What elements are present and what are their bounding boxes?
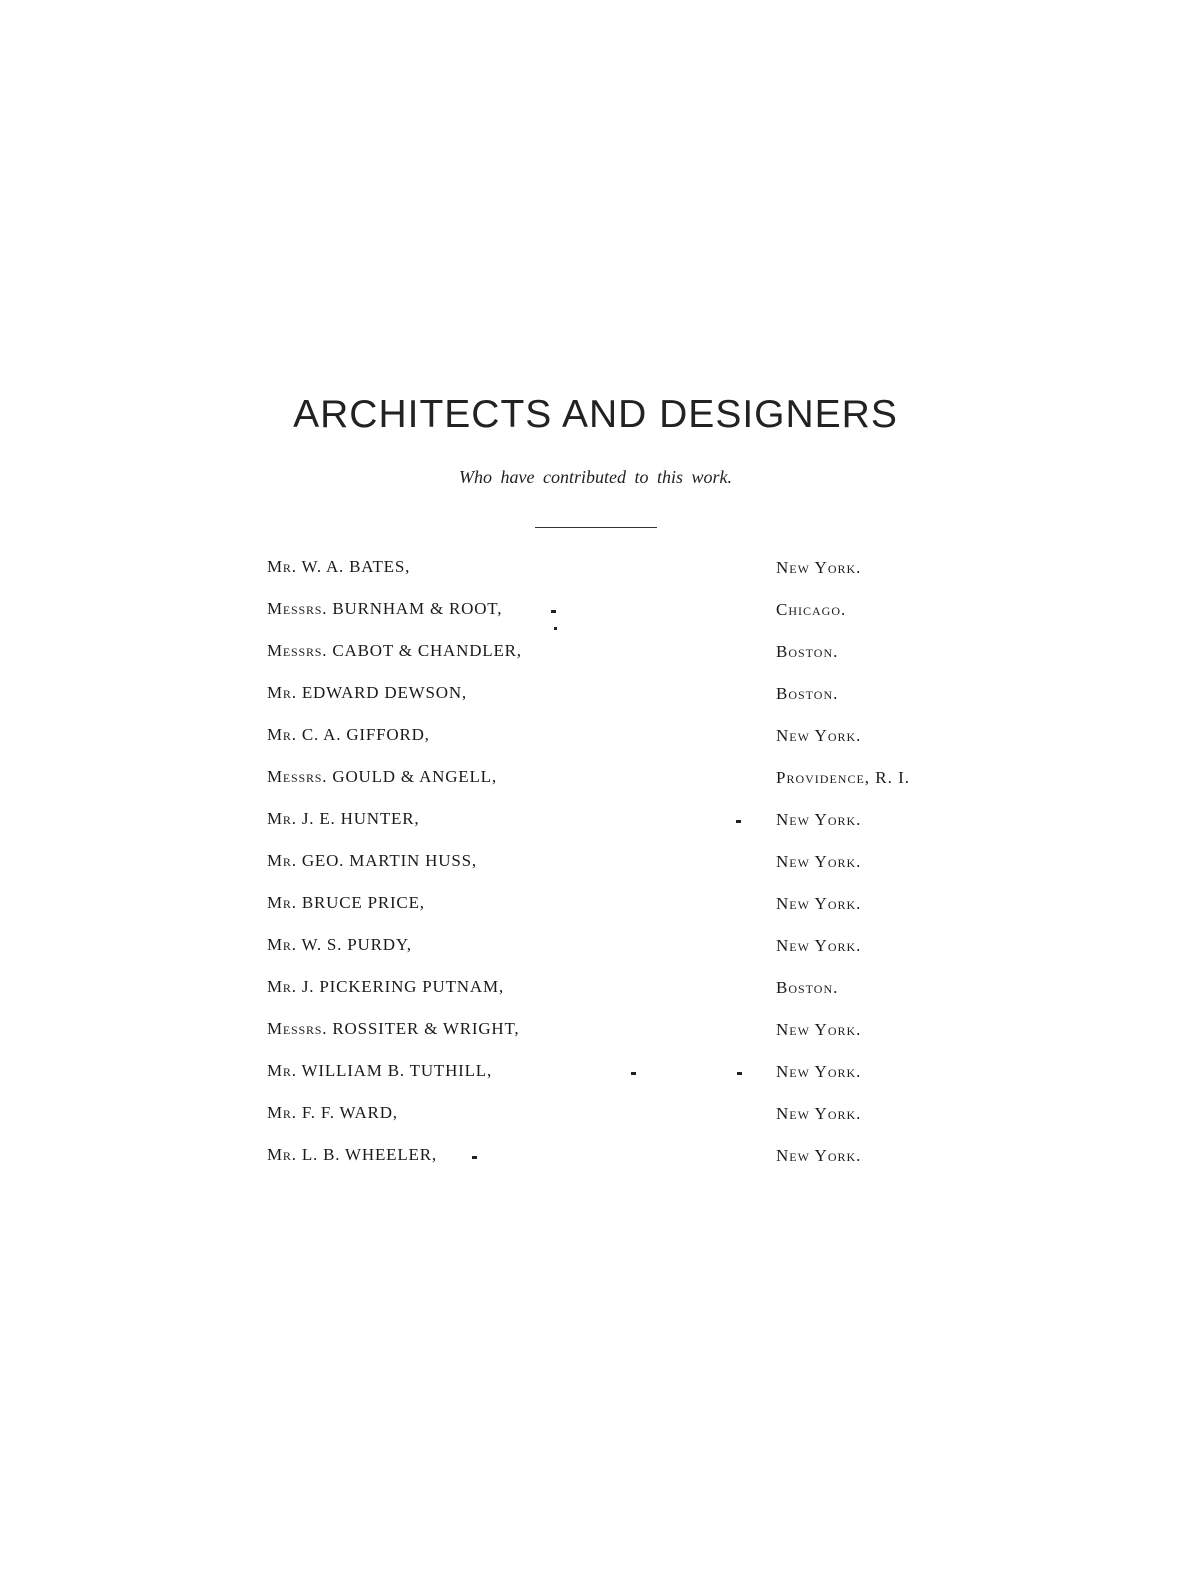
leader-dot — [554, 627, 557, 630]
contributor-name: L. B. WHEELER, — [301, 1145, 437, 1164]
list-item — [267, 639, 967, 681]
list-item — [267, 765, 967, 807]
list-item — [267, 1143, 967, 1185]
contributor-city: New York. — [776, 894, 862, 913]
contributor-city: New York. — [776, 1104, 862, 1123]
contributor-name: BRUCE PRICE, — [301, 893, 425, 912]
contributor-name: W. A. BATES, — [301, 557, 411, 576]
contributor-city: New York. — [776, 936, 862, 955]
contributor-city: New York. — [776, 1146, 862, 1165]
contributor-name: C. A. GIFFORD, — [301, 725, 430, 744]
list-item — [267, 1017, 967, 1059]
contributor-name: GOULD & ANGELL, — [332, 767, 497, 786]
list-item — [267, 681, 967, 723]
leader-dot — [736, 820, 741, 823]
honorific: Messrs. — [267, 1019, 328, 1038]
leader-dot — [631, 1072, 636, 1075]
list-item — [267, 1059, 967, 1101]
contributor-name: J. E. HUNTER, — [301, 809, 420, 828]
honorific: Mr. — [267, 725, 297, 744]
contributor-city: New York. — [776, 726, 862, 745]
page-title: ARCHITECTS AND DESIGNERS — [293, 393, 898, 436]
list-item — [267, 1101, 967, 1143]
contributor-city: New York. — [776, 1062, 862, 1081]
honorific: Mr. — [267, 851, 297, 870]
list-item — [267, 723, 967, 765]
leader-dot — [472, 1156, 477, 1159]
honorific: Mr. — [267, 977, 297, 996]
contributor-city: New York. — [776, 1020, 862, 1039]
contributor-name: CABOT & CHANDLER, — [332, 641, 522, 660]
list-item — [267, 933, 967, 975]
contributor-name: GEO. MARTIN HUSS, — [301, 851, 477, 870]
contributor-city: Providence, R. I. — [776, 768, 911, 787]
contributor-name: F. F. WARD, — [301, 1103, 398, 1122]
honorific: Mr. — [267, 809, 297, 828]
honorific: Mr. — [267, 893, 297, 912]
leader-dot — [551, 610, 556, 613]
contributor-city: New York. — [776, 558, 862, 577]
list-item — [267, 597, 967, 639]
honorific: Mr. — [267, 1103, 297, 1122]
contributor-city: Boston. — [776, 684, 839, 703]
honorific: Mr. — [267, 1061, 297, 1080]
page-subtitle: Who have contributed to this work. — [459, 467, 732, 487]
title-divider — [535, 527, 657, 528]
contributor-name: BURNHAM & ROOT, — [332, 599, 503, 618]
contributor-city: New York. — [776, 810, 862, 829]
contributors-list — [267, 555, 967, 1185]
honorific: Messrs. — [267, 599, 328, 618]
list-item — [267, 891, 967, 933]
contributor-city: Chicago. — [776, 600, 847, 619]
honorific: Messrs. — [267, 641, 328, 660]
list-item — [267, 555, 967, 597]
contributor-name: WILLIAM B. TUTHILL, — [301, 1061, 493, 1080]
contributor-name: ROSSITER & WRIGHT, — [332, 1019, 520, 1038]
contributor-name: EDWARD DEWSON, — [301, 683, 467, 702]
contributor-city: Boston. — [776, 642, 839, 661]
honorific: Mr. — [267, 557, 297, 576]
contributor-city: Boston. — [776, 978, 839, 997]
leader-dot — [737, 1072, 742, 1075]
honorific: Mr. — [267, 1145, 297, 1164]
list-item — [267, 807, 967, 849]
honorific: Mr. — [267, 683, 297, 702]
contributor-city: New York. — [776, 852, 862, 871]
contributor-name: W. S. PURDY, — [301, 935, 412, 954]
contributor-name: J. PICKERING PUTNAM, — [301, 977, 504, 996]
list-item — [267, 849, 967, 891]
honorific: Messrs. — [267, 767, 328, 786]
honorific: Mr. — [267, 935, 297, 954]
list-item — [267, 975, 967, 1017]
